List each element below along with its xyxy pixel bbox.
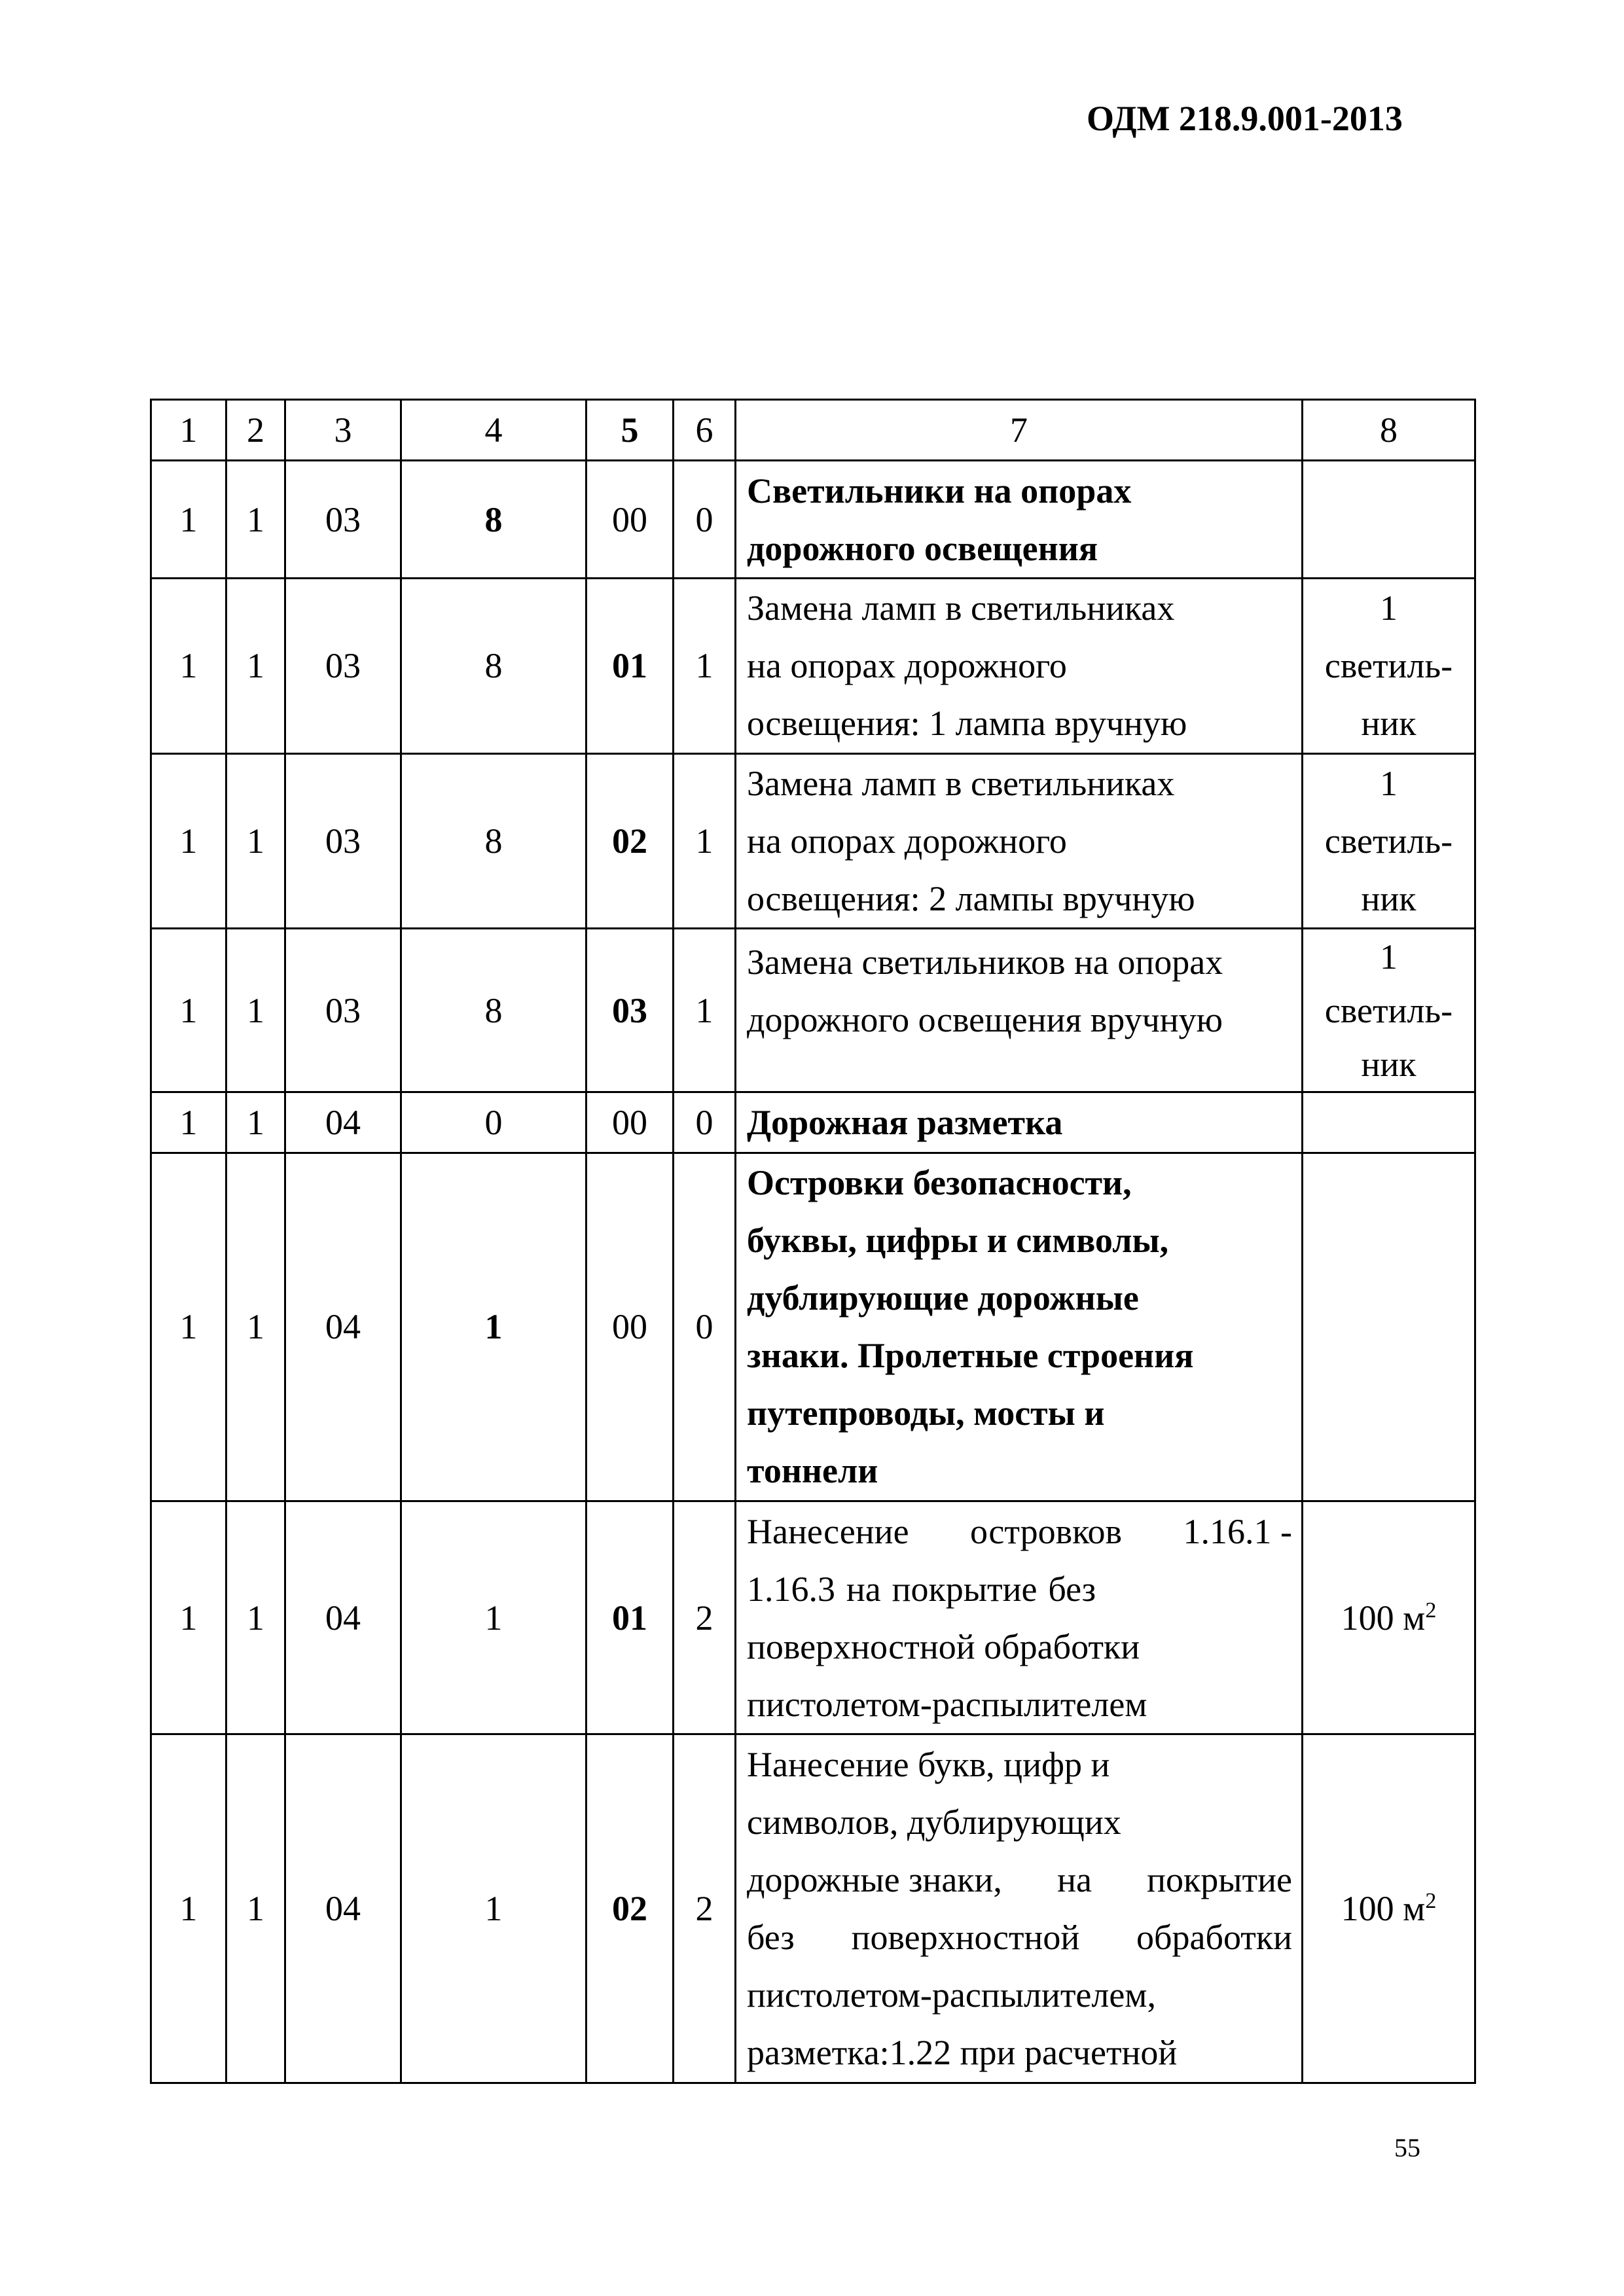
desc-line: дорожного освещения	[747, 528, 1098, 568]
desc-line: Нанесение букв, цифр и	[747, 1745, 1110, 1785]
unit-cell	[1303, 929, 1475, 1092]
cell: 03	[285, 461, 401, 579]
description-cell	[736, 753, 1303, 929]
col-header: 2	[226, 400, 285, 461]
desc-line: освещения: 1 лампа вручную	[747, 704, 1187, 744]
desc-line: на опорах дорожного	[747, 821, 1067, 861]
table-header-row	[151, 400, 1475, 461]
cell: 1	[674, 929, 736, 1092]
col-header: 5	[586, 400, 674, 461]
desc-line: дорожного освещения вручную	[747, 1000, 1223, 1040]
cell: 02	[586, 753, 674, 929]
cell: 1	[151, 578, 226, 753]
desc-line: пистолетом-распылителем,	[747, 1975, 1156, 2015]
description-cell	[736, 1734, 1303, 2083]
desc-word: на	[846, 1569, 881, 1609]
desc-line	[747, 1851, 1292, 1909]
cell: 03	[285, 753, 401, 929]
col-header: 3	[285, 400, 401, 461]
unit-line: ник	[1361, 1044, 1416, 1084]
cell: 1	[401, 1734, 586, 2083]
unit-line: светиль-	[1324, 821, 1453, 861]
unit-label: 100 м	[1341, 1598, 1426, 1638]
description-cell	[736, 461, 1303, 579]
desc-line	[747, 1560, 1096, 1618]
desc-line: освещения: 2 лампы вручную	[747, 879, 1195, 919]
cell: 1	[151, 753, 226, 929]
cell: 0	[674, 1092, 736, 1153]
cell: 1	[226, 753, 285, 929]
table-row	[151, 578, 1475, 753]
cell: 04	[285, 1501, 401, 1734]
cell: 1	[151, 1501, 226, 1734]
desc-word: 1.16.3	[747, 1569, 835, 1609]
desc-line: Замена ламп в светильниках	[747, 588, 1175, 628]
table-row	[151, 1734, 1475, 2083]
description-cell	[736, 578, 1303, 753]
description-cell	[736, 1092, 1303, 1153]
cell: 00	[586, 1092, 674, 1153]
desc-line: символов, дублирующих	[747, 1803, 1121, 1842]
cell: 1	[151, 1153, 226, 1501]
document-code: ОДМ 218.9.001-2013	[1087, 99, 1403, 138]
cell: 8	[401, 929, 586, 1092]
cell: 03	[586, 929, 674, 1092]
cell: 1	[226, 578, 285, 753]
desc-line: разметка:1.22 при расчетной	[747, 2033, 1178, 2073]
unit-cell	[1303, 753, 1475, 929]
cell: 2	[674, 1501, 736, 1734]
description-cell	[736, 929, 1303, 1092]
description-cell	[736, 1501, 1303, 1734]
cell: 1	[674, 578, 736, 753]
unit-cell	[1303, 578, 1475, 753]
desc-word: на	[1057, 1860, 1092, 1900]
desc-line: путепроводы, мосты и	[747, 1393, 1105, 1433]
desc-word: поверхностной	[851, 1918, 1080, 1958]
table-row	[151, 461, 1475, 579]
desc-word: без	[747, 1918, 795, 1958]
cell: 1	[226, 461, 285, 579]
desc-line	[747, 1503, 1292, 1560]
desc-word: 1.16.1 -	[1183, 1511, 1292, 1551]
cell: 02	[586, 1734, 674, 2083]
cell: 1	[226, 1092, 285, 1153]
cell: 04	[285, 1153, 401, 1501]
table-row	[151, 1501, 1475, 1734]
cell: 00	[586, 461, 674, 579]
unit-line: ник	[1361, 704, 1416, 744]
cell: 2	[674, 1734, 736, 2083]
cell: 1	[674, 753, 736, 929]
desc-line: пистолетом-распылителем	[747, 1684, 1147, 1724]
unit-line: 1	[1380, 937, 1398, 977]
codes-table	[150, 399, 1476, 2084]
unit-line: светиль-	[1324, 646, 1453, 686]
cell: 0	[674, 461, 736, 579]
cell: 00	[586, 1153, 674, 1501]
table-row	[151, 929, 1475, 1092]
table-row	[151, 753, 1475, 929]
cell: 1	[226, 1734, 285, 2083]
cell: 03	[285, 929, 401, 1092]
table-row	[151, 1153, 1475, 1501]
cell: 0	[401, 1092, 586, 1153]
unit-line: ник	[1361, 879, 1416, 919]
col-header: 8	[1303, 400, 1475, 461]
cell: 1	[401, 1501, 586, 1734]
unit-cell	[1303, 1734, 1475, 2083]
page-number: 55	[1394, 2133, 1420, 2162]
cell: 1	[151, 929, 226, 1092]
desc-word: дорожные знаки,	[747, 1860, 1002, 1900]
cell: 04	[285, 1092, 401, 1153]
desc-word: обработки	[1136, 1918, 1292, 1958]
desc-word: покрытие	[1147, 1860, 1292, 1900]
unit-line: светиль-	[1324, 990, 1453, 1030]
cell: 1	[401, 1153, 586, 1501]
col-header: 6	[674, 400, 736, 461]
desc-line: поверхностной обработки	[747, 1626, 1140, 1666]
unit-line: 1	[1380, 764, 1398, 804]
desc-word: без	[1048, 1569, 1096, 1609]
cell: 1	[151, 461, 226, 579]
col-header: 4	[401, 400, 586, 461]
description-cell	[736, 1153, 1303, 1501]
desc-line	[747, 1909, 1292, 1966]
desc-line: Светильники на опорах	[747, 471, 1132, 511]
desc-line: на опорах дорожного	[747, 646, 1067, 686]
unit-label: 100 м	[1341, 1889, 1426, 1929]
unit-line: 1	[1380, 588, 1398, 628]
desc-line: знаки. Пролетные строения	[747, 1336, 1194, 1376]
desc-line: буквы, цифры и символы,	[747, 1221, 1169, 1261]
col-header: 7	[736, 400, 1303, 461]
unit-superscript: 2	[1425, 1598, 1437, 1623]
cell: 1	[151, 1734, 226, 2083]
cell: 8	[401, 461, 586, 579]
unit-cell	[1303, 1501, 1475, 1734]
desc-line: Островки безопасности,	[747, 1163, 1132, 1203]
desc-word: покрытие	[892, 1569, 1038, 1609]
cell: 1	[226, 1153, 285, 1501]
cell: 1	[226, 1501, 285, 1734]
unit-superscript: 2	[1425, 1889, 1437, 1914]
col-header: 1	[151, 400, 226, 461]
desc-line: дублирующие дорожные	[747, 1278, 1139, 1318]
table-row	[151, 1092, 1475, 1153]
cell: 0	[674, 1153, 736, 1501]
cell: 8	[401, 578, 586, 753]
cell: 8	[401, 753, 586, 929]
desc-line: тоннели	[747, 1451, 878, 1491]
desc-word: островков	[970, 1511, 1123, 1551]
unit-cell	[1303, 1153, 1475, 1501]
desc-line: Дорожная разметка	[747, 1102, 1063, 1142]
unit-cell	[1303, 461, 1475, 579]
desc-line: Замена светильников на опорах	[747, 942, 1223, 982]
cell: 1	[226, 929, 285, 1092]
cell: 1	[151, 1092, 226, 1153]
desc-line: Замена ламп в светильниках	[747, 764, 1175, 804]
cell: 04	[285, 1734, 401, 2083]
cell: 03	[285, 578, 401, 753]
cell: 01	[586, 1501, 674, 1734]
unit-cell	[1303, 1092, 1475, 1153]
cell: 01	[586, 578, 674, 753]
desc-word: Нанесение	[747, 1511, 909, 1551]
